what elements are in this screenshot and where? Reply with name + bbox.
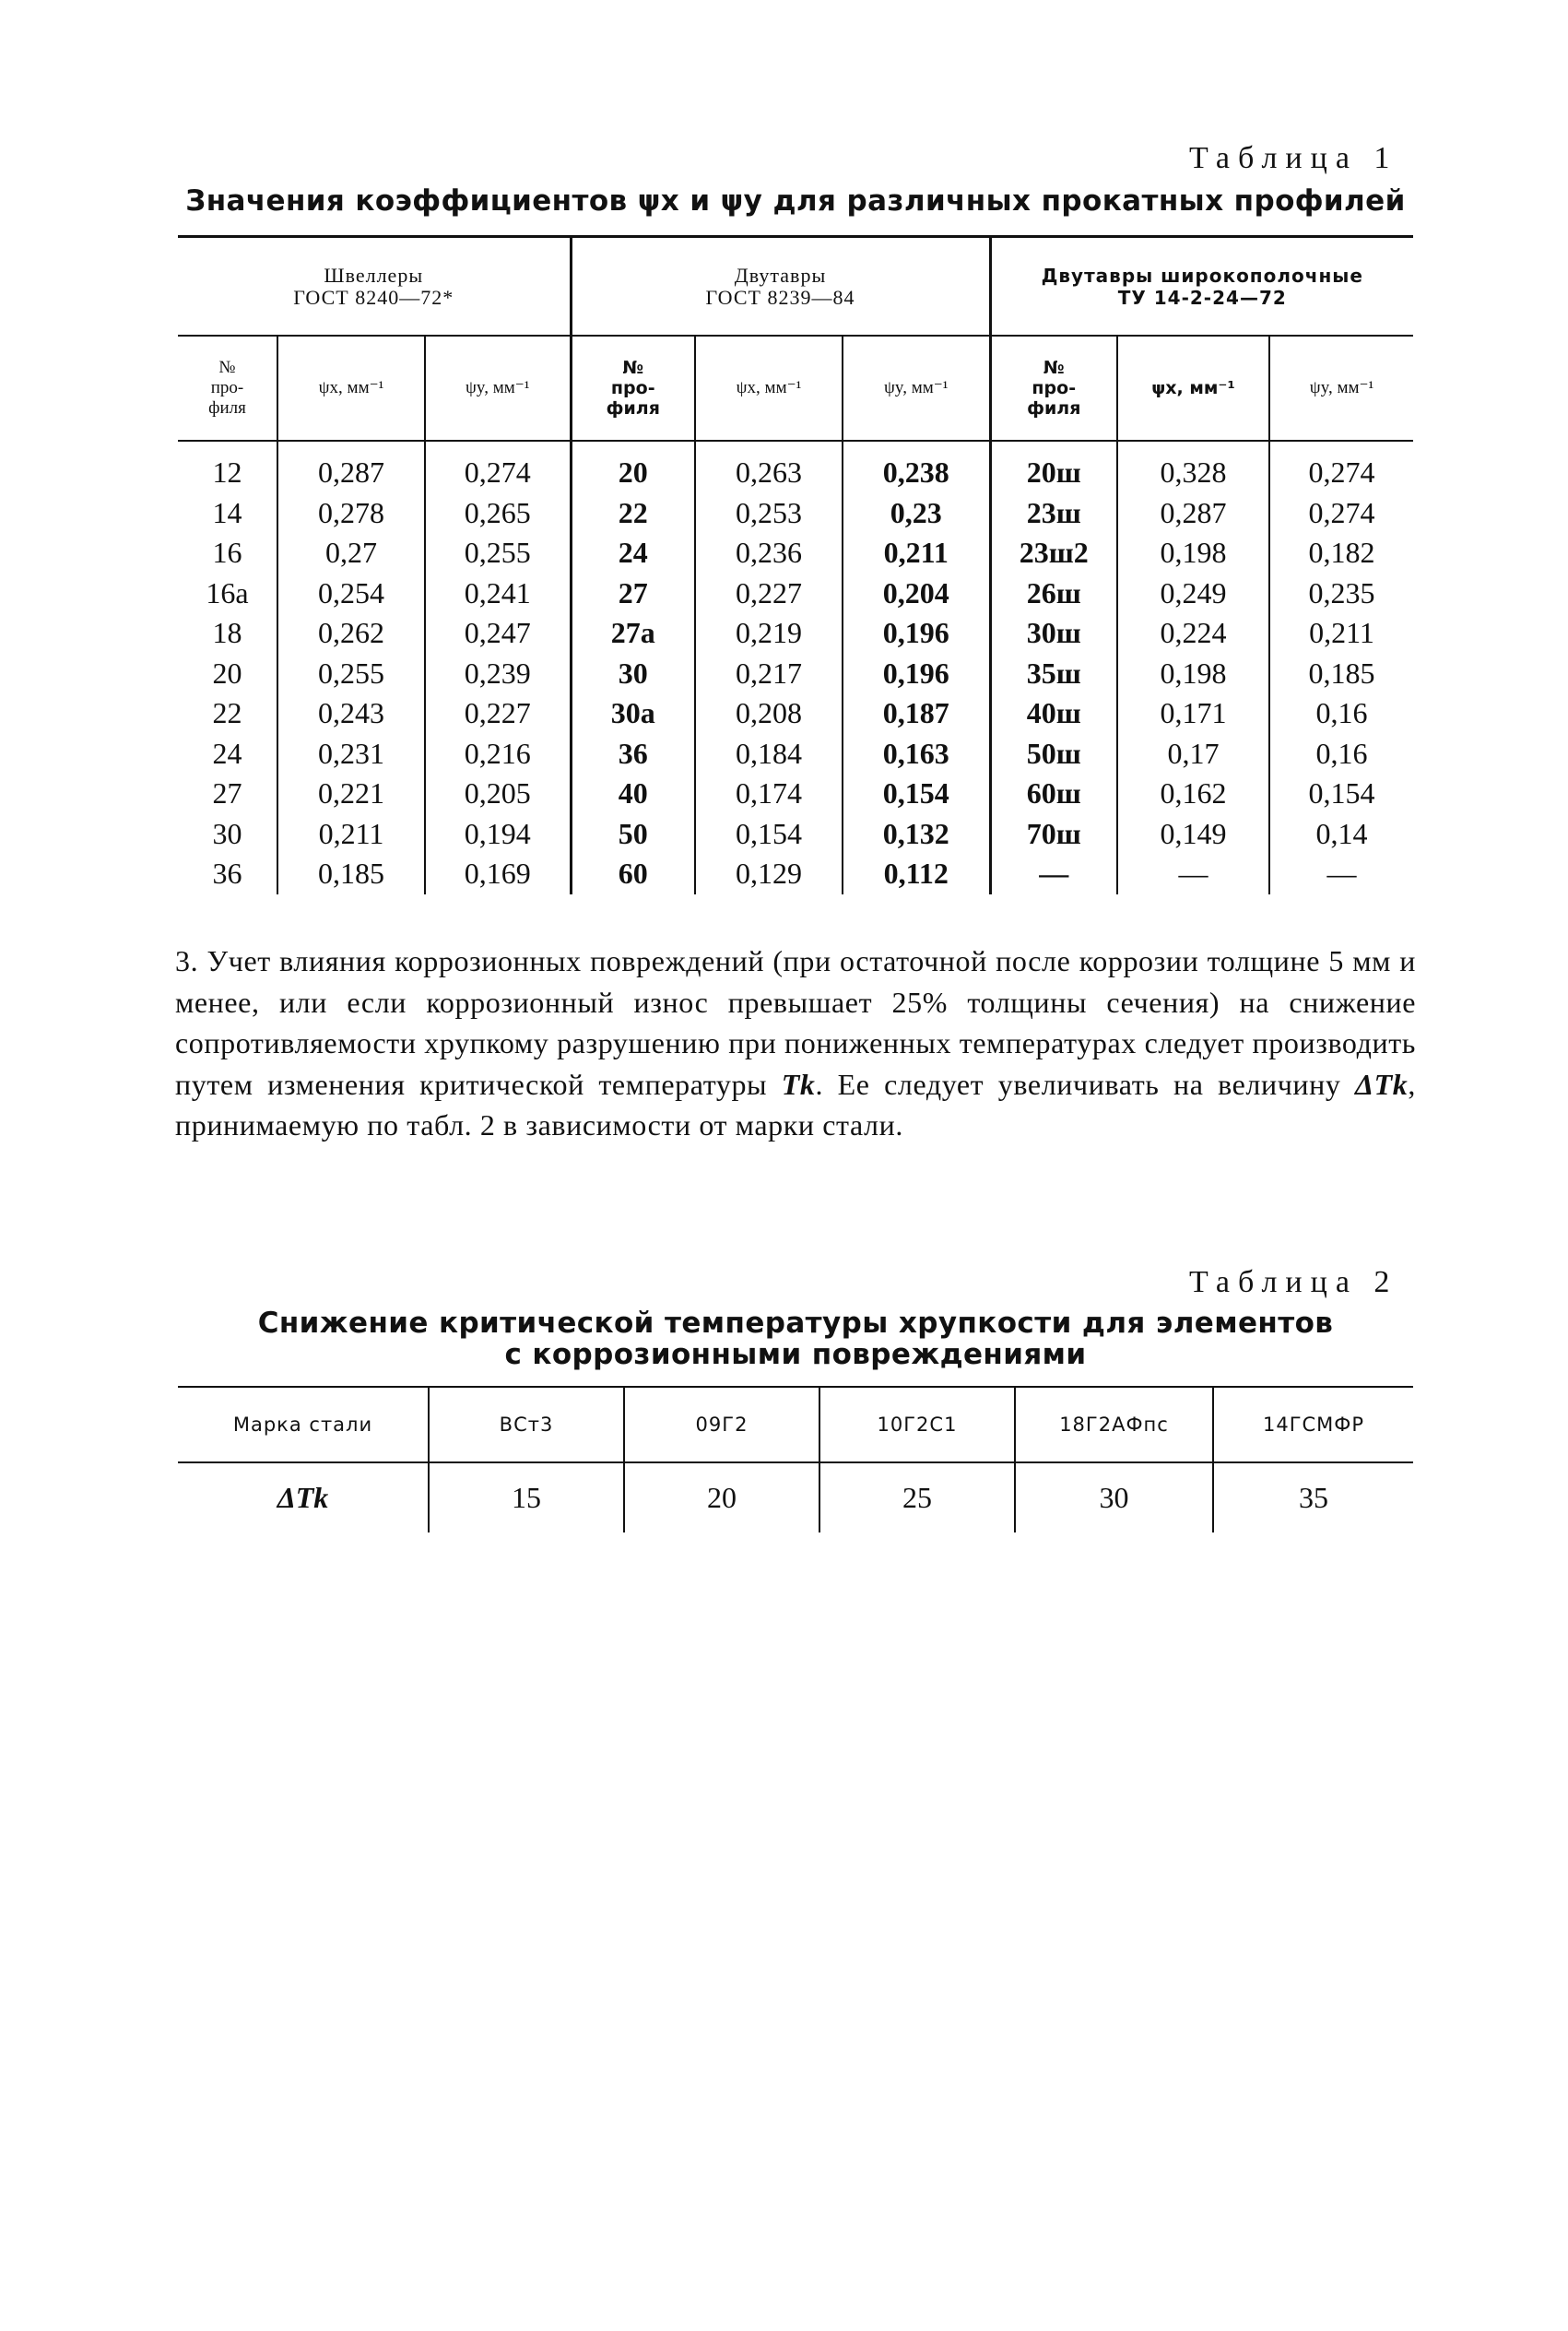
table-cell: 0,287 [1117,493,1269,534]
table-cell: 27 [571,574,695,614]
table-cell: 0,249 [1117,574,1269,614]
table-cell: 30ш [990,613,1117,654]
table1-heading: Значения коэффициентов ψx и ψy для различных прокатных профилей [185,184,1406,218]
table-cell: 0,154 [1308,776,1375,811]
table-row [178,693,1413,734]
table-cell: 24 [178,734,277,775]
table2 [178,1386,1413,1532]
table-cell: 0,198 [1117,533,1269,574]
table-cell: 0,196 [843,654,990,694]
group-header-ibeams: Двутавры ГОСТ 8239—84 [571,237,990,337]
table-cell: 16 [178,533,277,574]
header-grade-14gsmfr: 14ГСМФР [1213,1387,1413,1462]
table-cell: 0,112 [843,854,990,894]
table-cell: 0,169 [425,854,571,894]
table2-cell: 25 [819,1462,1015,1532]
table-cell: 0,241 [425,574,571,614]
table-cell: 22 [571,493,695,534]
table-cell: 0,14 [1315,816,1368,850]
table-cell: 0,187 [843,693,990,734]
table-cell: 0,231 [277,734,425,775]
table-cell: 0,198 [1117,654,1269,694]
table-cell: 36 [571,734,695,775]
table-cell: 0,235 [1308,575,1375,609]
table-cell: 50 [571,814,695,855]
symbol-tk: Tk [781,1067,816,1101]
table-cell: 0,254 [277,574,425,614]
table-cell: 60 [571,854,695,894]
table-cell: 35ш [990,654,1117,694]
table-cell: 0,211 [843,533,990,574]
table2-cell: 15 [429,1462,624,1532]
table-cell: 0,27 [277,533,425,574]
table-cell: 0,217 [695,654,843,694]
col-header-psi-x: ψx, мм⁻¹ [277,336,425,441]
table1-caption: Таблица 1 [1189,141,1398,175]
table-cell: 18 [178,613,277,654]
table-cell: 0,238 [843,453,990,493]
table-cell: 0,162 [1117,774,1269,814]
table-cell: 50ш [990,734,1117,775]
table-row [178,854,1413,894]
table-cell: 0,23 [843,493,990,534]
table-cell: 0,278 [277,493,425,534]
table-cell: 0,265 [425,493,571,534]
col-header-profile: № про- филя [571,336,695,441]
col-header-profile: № про- филя [178,336,277,441]
table-cell: 0,174 [695,774,843,814]
table-cell: 0,204 [843,574,990,614]
table-cell: 0,224 [1117,613,1269,654]
table-cell: 14 [178,493,277,534]
table-cell: 0,236 [695,533,843,574]
table-cell: 0,227 [695,574,843,614]
table-cell: — [1117,854,1269,894]
table-cell: 0,163 [843,734,990,775]
table-cell: 23ш2 [990,533,1117,574]
table-cell: 0,185 [1308,656,1375,690]
table-row [178,613,1413,654]
col-header-psi-y: ψy, мм⁻¹ [1269,336,1413,441]
table-cell: 20 [178,654,277,694]
table-cell: 60ш [990,774,1117,814]
table-cell: 0,219 [695,613,843,654]
table-row [178,734,1413,775]
col-header-psi-y: ψy, мм⁻¹ [843,336,990,441]
table-cell: 0,205 [425,774,571,814]
table-cell: 36 [178,854,277,894]
table-row [178,574,1413,614]
table-cell: 0,255 [277,654,425,694]
symbol-delta-tk: ΔTk [1354,1067,1409,1101]
table-cell: 0,196 [843,613,990,654]
table-cell: 0,17 [1117,734,1269,775]
table-cell: 0,227 [425,693,571,734]
table-cell: 0,182 [1308,536,1375,570]
table-cell: 0,129 [695,854,843,894]
table-cell: 0,287 [277,453,425,493]
table-cell: 0,211 [1309,616,1374,650]
table-cell: 24 [571,533,695,574]
table2-caption: Таблица 2 [1189,1265,1398,1299]
table-cell: 0,16 [1315,696,1368,730]
table-cell: 0,247 [425,613,571,654]
col-header-psi-x: ψx, мм⁻¹ [1117,336,1269,441]
table-row [178,533,1413,574]
table2-cell: 35 [1299,1481,1328,1514]
table2-cell: 20 [624,1462,819,1532]
paragraph-corrosion: 3. Учет влияния коррозионных повреждений (при остаточной после коррозии толщине 5 мм и менее, или если коррозионный износ превышает 25% толщины сечения) на снижение сопротивляемости хрупкому разрушению при пониженных температурах следует производить путем изменения критической температуры Tk. Ее следует увеличивать на величину ΔTk, принимаемую по табл. 2 в зависимости от марки стали. [175,944,1417,1142]
table-row [178,774,1413,814]
table-cell: 0,274 [1308,495,1375,529]
table-cell: 0,211 [277,814,425,855]
header-grade-vst3: ВСт3 [429,1387,624,1462]
table-cell: 0,239 [425,654,571,694]
table-cell: 40 [571,774,695,814]
table-cell: 0,132 [843,814,990,855]
header-grade-18g2afps: 18Г2АФпс [1015,1387,1213,1462]
table1 [178,235,1413,894]
table-cell: 0,194 [425,814,571,855]
table-cell: 30 [571,654,695,694]
table-cell: 0,255 [425,533,571,574]
table-cell: 26ш [990,574,1117,614]
table2-cell: 30 [1015,1462,1213,1532]
table-cell: 0,274 [425,453,571,493]
table-cell: 20ш [990,453,1117,493]
table-cell: 0,274 [1308,456,1375,490]
table-cell: 20 [571,453,695,493]
table-cell: 0,216 [425,734,571,775]
table-cell: 12 [178,453,277,493]
group-header-wide-flange: Двутавры широкополочные ТУ 14-2-24—72 [990,237,1413,337]
row-label-delta-tk: ΔTk [178,1462,429,1532]
table-cell: 23ш [990,493,1117,534]
table-cell: 22 [178,693,277,734]
table-cell: 40ш [990,693,1117,734]
table-cell: 0,154 [843,774,990,814]
col-header-psi-y: ψy, мм⁻¹ [425,336,571,441]
table-cell: 0,243 [277,693,425,734]
table-cell: 0,253 [695,493,843,534]
table-cell: 0,184 [695,734,843,775]
table-cell: 0,154 [695,814,843,855]
table-cell: 0,328 [1117,453,1269,493]
table-cell: — [1326,857,1357,891]
table-cell: 0,149 [1117,814,1269,855]
table-row [178,453,1413,493]
group-header-channels: Швеллеры ГОСТ 8240—72* [178,237,571,337]
header-grade-09g2: 09Г2 [624,1387,819,1462]
table-cell: 70ш [990,814,1117,855]
table-cell: 30а [571,693,695,734]
col-header-profile: № про- филя [990,336,1117,441]
table-cell: 0,221 [277,774,425,814]
table-cell: 30 [178,814,277,855]
table-cell: 0,171 [1117,693,1269,734]
table-cell: 16а [178,574,277,614]
table-cell: 0,185 [277,854,425,894]
table-cell: 0,16 [1315,736,1368,770]
table-cell: 0,262 [277,613,425,654]
header-grade-10g2s1: 10Г2С1 [819,1387,1015,1462]
header-steel-grade: Марка стали [178,1387,429,1462]
table-row [178,493,1413,534]
table-cell: 0,208 [695,693,843,734]
table-row [178,654,1413,694]
table2-heading: Снижение критической температуры хрупкости для элементов с коррозионными повреждениями [257,1307,1334,1371]
table-cell: 27а [571,613,695,654]
table-cell: 0,263 [695,453,843,493]
table-cell: 27 [178,774,277,814]
table-row [178,814,1413,855]
col-header-psi-x: ψx, мм⁻¹ [695,336,843,441]
table-cell: — [990,854,1117,894]
